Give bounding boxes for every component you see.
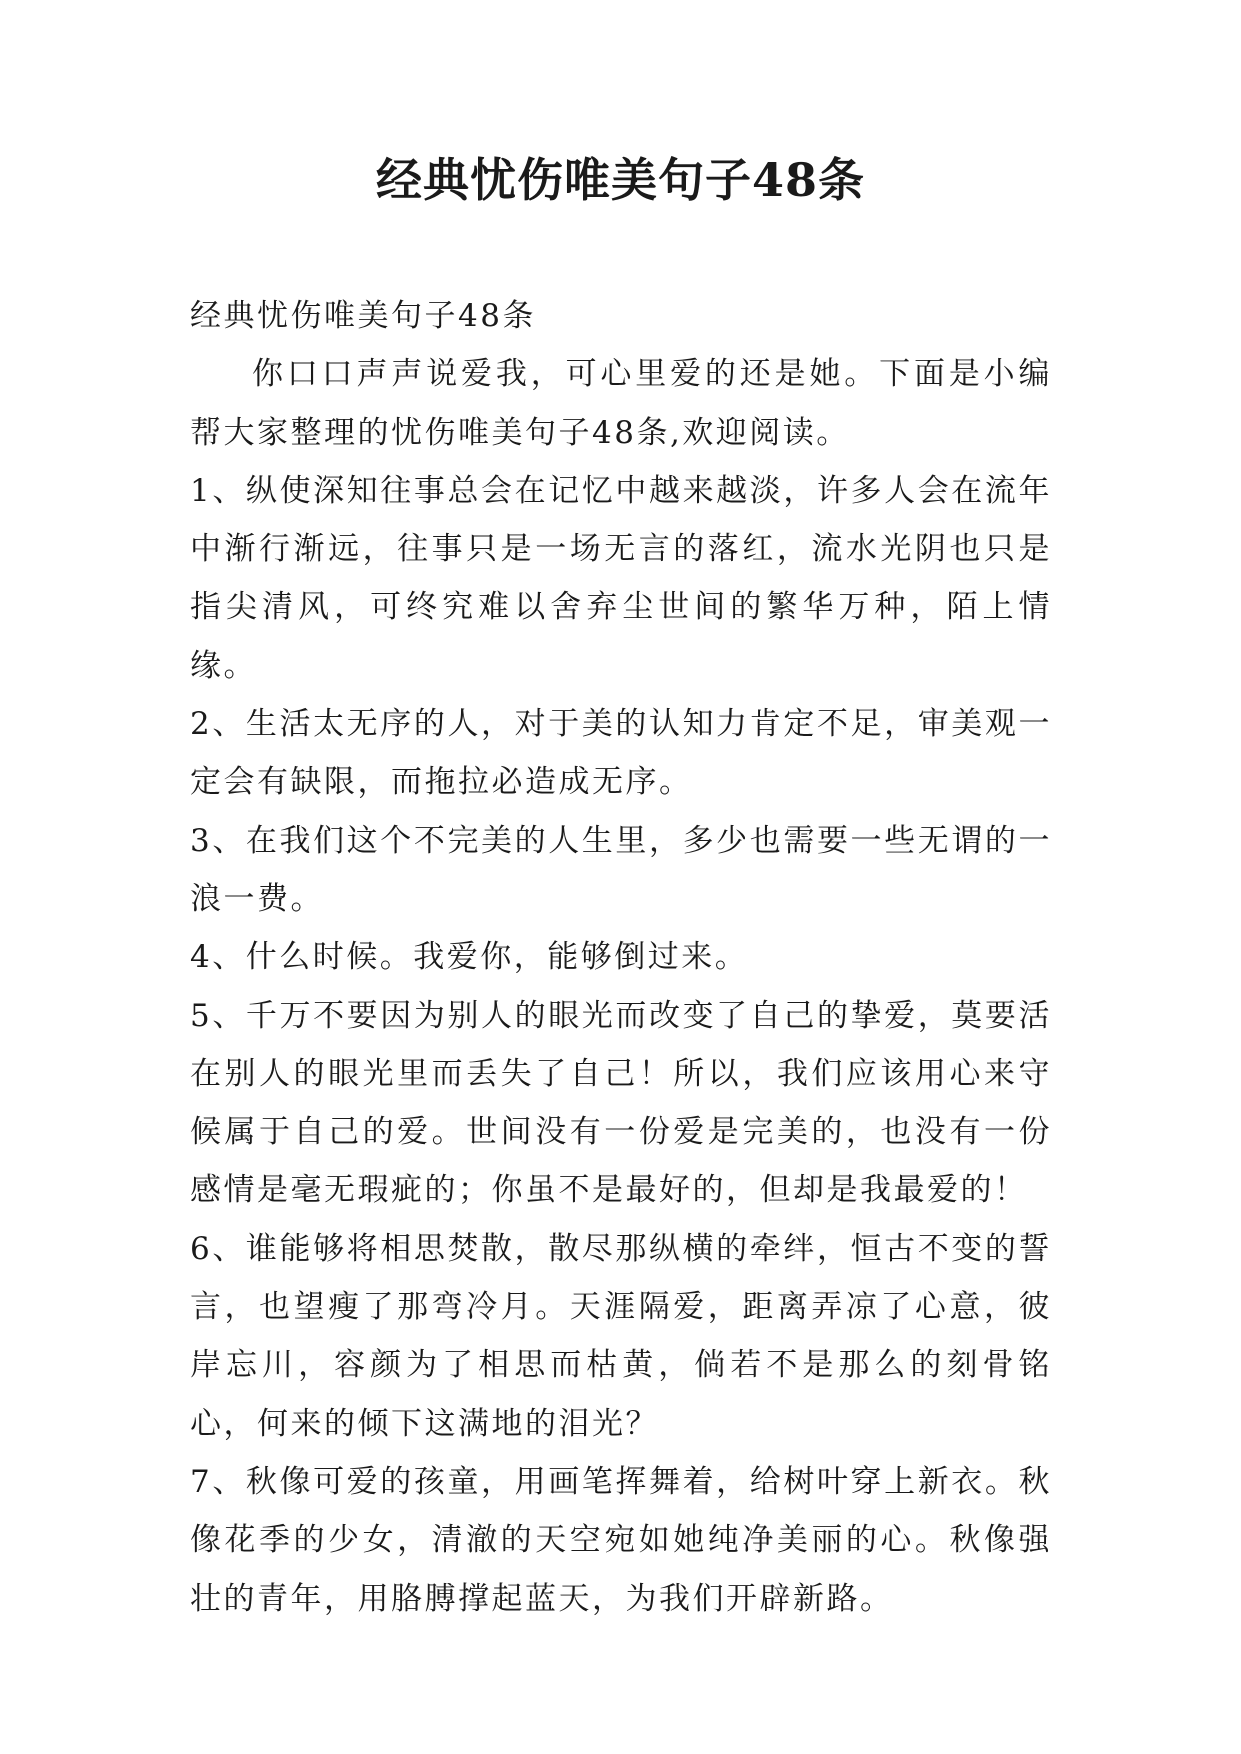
list-item: 7、秋像可爱的孩童，用画笔挥舞着，给树叶穿上新衣。秋像花季的少女，清澈的天空宛如她纯净美丽的心。秋像强壮的青年，用胳膊撑起蓝天，为我们开辟新路。 <box>190 1463 1052 1617</box>
list-item: 5、千万不要因为别人的眼光而改变了自己的挚爱，莫要活在别人的眼光里而丢失了自己！所以，我们应该用心来守候属于自己的爱。世间没有一份爱是完美的，也没有一份感情是毫无瑕疵的；你虽不是最好的，但却是我最爱的！ <box>190 997 1052 1209</box>
list-item: 1、纵使深知往事总会在记忆中越来越淡，许多人会在流年中渐行渐远，往事只是一场无言的落红，流水光阴也只是指尖清风，可终究难以舍弃尘世间的繁华万种，陌上情缘。 <box>190 472 1052 684</box>
document-title: 经典忧伤唯美句子48条 <box>375 153 865 207</box>
document-body <box>190 287 1052 1628</box>
list-item: 6、谁能够将相思焚散，散尽那纵横的牵绊，恒古不变的誓言，也望瘦了那弯冷月。天涯隔爱，距离弄凉了心意，彼岸忘川，容颜为了相思而枯黄，倘若不是那么的刻骨铭心，何来的倾下这满地的泪光？ <box>190 1230 1052 1442</box>
list-item: 3、在我们这个不完美的人生里，多少也需要一些无谓的一浪一费。 <box>190 822 1052 917</box>
intro-paragraph: 你口口声声说爱我，可心里爱的还是她。下面是小编帮大家整理的忧伤唯美句子48条,欢迎阅读。 <box>190 356 1052 451</box>
list-item: 2、生活太无序的人，对于美的认知力肯定不足，审美观一定会有缺限，而拖拉必造成无序。 <box>190 706 1052 801</box>
document-subtitle: 经典忧伤唯美句子48条 <box>190 298 536 334</box>
list-item: 4、什么时候。我爱你，能够倒过来。 <box>190 939 749 976</box>
